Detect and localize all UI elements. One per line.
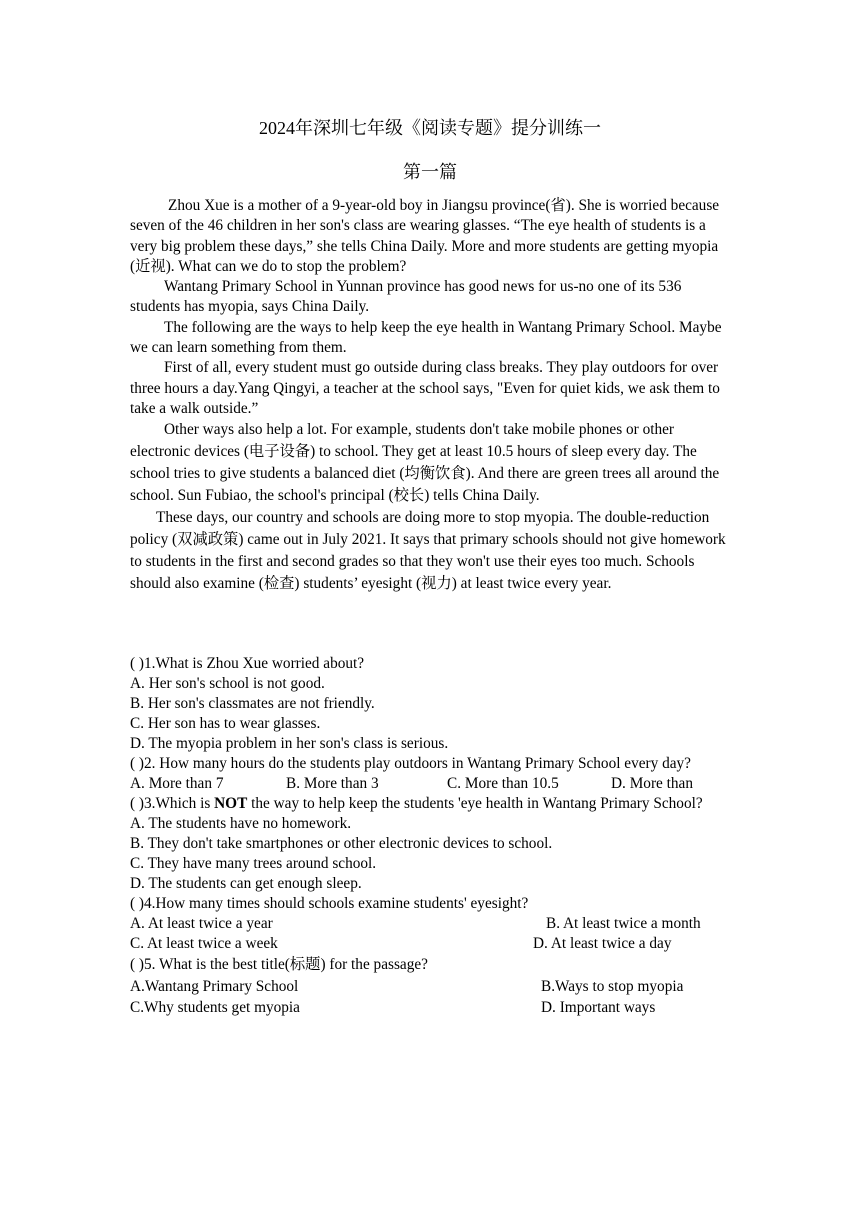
question-3-option-a: A. The students have no homework. bbox=[130, 815, 352, 832]
question-4-option-a: A. At least twice a year bbox=[130, 915, 273, 932]
passage-heading: 第一篇 bbox=[403, 162, 457, 182]
question-5-option-a: A.Wantang Primary School bbox=[130, 978, 299, 995]
question-4-option-b: B. At least twice a month bbox=[546, 915, 701, 932]
question-list bbox=[130, 654, 740, 1018]
question-4-stem: ( )4.How many times should schools examine students' eyesight? bbox=[130, 895, 529, 912]
question-1-stem: ( )1.What is Zhou Xue worried about? bbox=[130, 655, 365, 672]
question-3-option-c: C. They have many trees around school. bbox=[130, 855, 377, 872]
question-3-stem-start: ( )3.Which is bbox=[130, 795, 215, 812]
passage-paragraph-5: Other ways also help a lot. For example, students don't take mobile phones or other electronic devices (电子设备) to school. They get at least 10.5 hours of sleep every day. The school tries to give students a balanced diet (均衡饮食). And there are green trees all around the school. Sun Fubiao, the school's principal (校长) tells China Daily. bbox=[130, 421, 720, 505]
question-3-stem-end: the way to help keep the students 'eye health in Wantang Primary School? bbox=[247, 795, 703, 812]
question-4-options-row-2 bbox=[130, 934, 740, 954]
question-5-option-c: C.Why students get myopia bbox=[130, 999, 300, 1016]
question-4-option-c: C. At least twice a week bbox=[130, 935, 278, 952]
question-5-options-row-1 bbox=[130, 976, 740, 997]
question-3-stem-emphasis: NOT bbox=[214, 795, 248, 812]
passage-paragraph-4: First of all, every student must go outside during class breaks. They play outdoors for over three hours a day.Yang Qingyi, a teacher at the school says, "Even for quiet kids, we ask them to take a walk outside.” bbox=[130, 359, 720, 417]
question-2-options bbox=[130, 774, 740, 794]
question-3-option-b: B. They don't take smartphones or other electronic devices to school. bbox=[130, 835, 553, 852]
question-2-stem: ( )2. How many hours do the students play outdoors in Wantang Primary School every day? bbox=[130, 755, 691, 772]
document-title: 2024年深圳七年级《阅读专题》提分训练一 bbox=[259, 118, 601, 138]
question-3-option-d: D. The students can get enough sleep. bbox=[130, 875, 362, 892]
passage-paragraph-6: These days, our country and schools are doing more to stop myopia. The double-reduction policy (双减政策) came out in July 2021. It says that primary schools should not give homework to students in the first and second grades so that they won't use their eyes too much. Schools should also examine (检查) students’ eyesight (视力) at least twice every year. bbox=[130, 509, 726, 593]
passage-paragraph-1: Zhou Xue is a mother of a 9-year-old boy in Jiangsu province(省). She is worried because seven of the 46 children in her son's class are wearing glasses. “The eye health of students is a very big problem these days,” she tells China Daily. More and more students are getting myopia (近视). What can we do to stop the problem? bbox=[130, 197, 720, 275]
question-2-option-b: B. More than 3 bbox=[286, 775, 379, 792]
question-1-option-d: D. The myopia problem in her son's class is serious. bbox=[130, 735, 449, 752]
question-5-options-row-2 bbox=[130, 997, 740, 1018]
question-4-options-row-1 bbox=[130, 914, 740, 934]
question-2-option-c: C. More than 10.5 bbox=[447, 775, 559, 792]
question-5-option-b: B.Ways to stop myopia bbox=[541, 978, 684, 995]
question-5-option-d: D. Important ways bbox=[541, 999, 656, 1016]
question-3-stem bbox=[130, 794, 740, 814]
question-1-option-a: A. Her son's school is not good. bbox=[130, 675, 325, 692]
reading-passage bbox=[130, 196, 730, 595]
question-1-option-c: C. Her son has to wear glasses. bbox=[130, 715, 321, 732]
question-2-option-d: D. More than bbox=[611, 775, 693, 792]
question-1-option-b: B. Her son's classmates are not friendly. bbox=[130, 695, 375, 712]
question-4-option-d: D. At least twice a day bbox=[533, 935, 672, 952]
passage-paragraph-2: Wantang Primary School in Yunnan province has good news for us-no one of its 536 students has myopia, says China Daily. bbox=[130, 278, 682, 316]
question-2-option-a: A. More than 7 bbox=[130, 775, 224, 792]
passage-paragraph-3: The following are the ways to help keep the eye health in Wantang Primary School. Maybe we can learn something from them. bbox=[130, 318, 722, 357]
question-5-stem: ( )5. What is the best title(标题) for the passage? bbox=[130, 956, 428, 973]
